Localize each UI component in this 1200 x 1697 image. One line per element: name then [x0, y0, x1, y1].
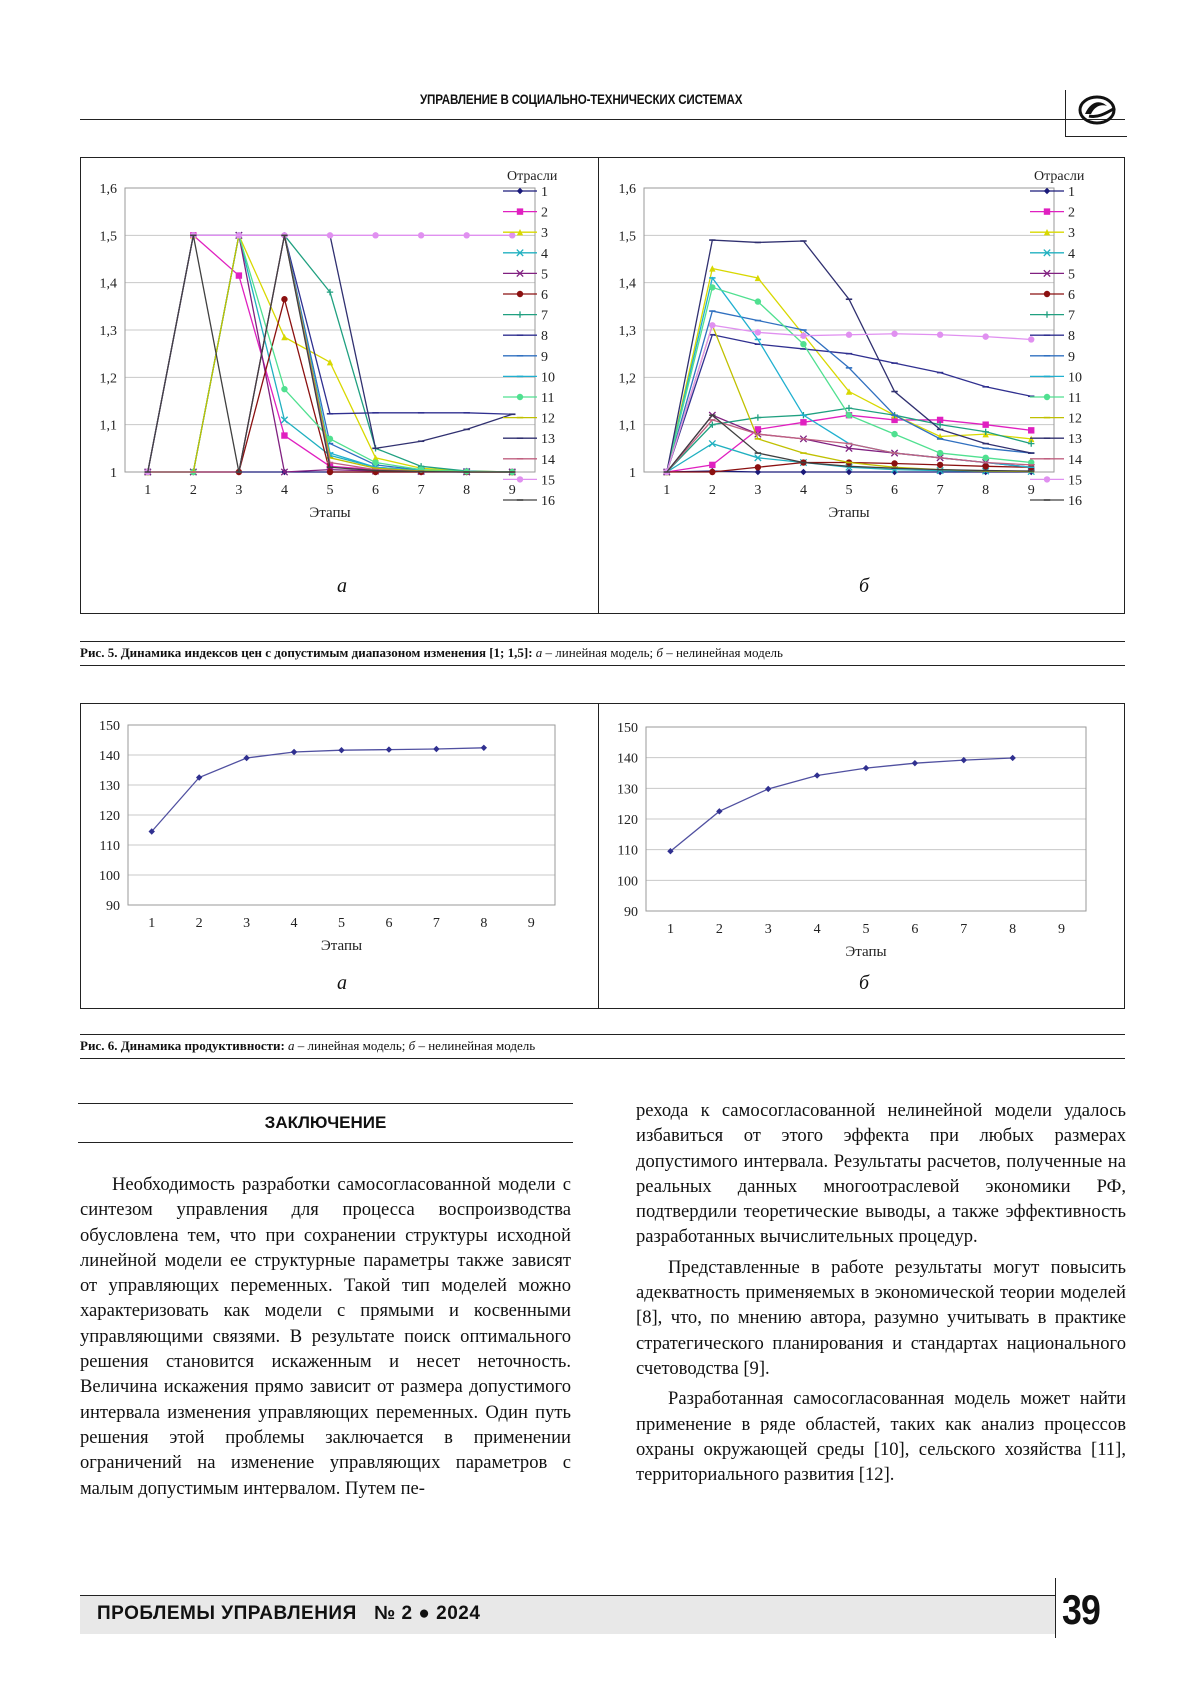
data-point — [800, 469, 806, 475]
legend-item — [503, 206, 548, 221]
legend-label: 6 — [541, 288, 548, 303]
series-line — [152, 748, 484, 832]
legend-item — [1030, 432, 1082, 447]
y-tick-label: 1 — [110, 466, 117, 481]
data-point — [755, 298, 761, 304]
legend-marker — [517, 291, 523, 297]
data-point — [982, 455, 988, 461]
x-tick-label: 8 — [982, 483, 990, 498]
header-rule — [80, 119, 1125, 120]
legend-label: 4 — [1068, 246, 1075, 262]
figure-6-frame — [80, 703, 1125, 1009]
y-tick-label: 90 — [624, 905, 638, 920]
data-point — [281, 432, 287, 438]
data-point — [1028, 427, 1034, 433]
series-12 — [664, 325, 1035, 472]
data-point — [709, 440, 715, 446]
data-point — [709, 284, 715, 290]
x-tick-label: 6 — [385, 916, 393, 931]
figure-5a-chart — [81, 158, 598, 612]
x-tick-label: 8 — [480, 916, 488, 931]
figure-5-caption-a: а — [535, 645, 543, 660]
x-tick-label: 1 — [148, 916, 156, 931]
data-point — [243, 755, 249, 761]
footer-journal — [97, 1603, 480, 1625]
y-tick-label: 110 — [617, 843, 638, 859]
figure-6a-label: а — [337, 972, 347, 994]
x-tick-label: 6 — [372, 483, 380, 498]
data-point — [846, 405, 852, 411]
figure-5b-label: б — [859, 575, 870, 597]
x-axis-label: Этапы — [320, 938, 363, 954]
legend-label: 13 — [541, 432, 555, 448]
data-point — [418, 232, 424, 238]
legend-label: 7 — [1068, 308, 1075, 324]
right-column — [636, 1098, 1126, 1487]
y-tick-label: 150 — [99, 719, 120, 734]
y-tick-label: 1,1 — [618, 418, 636, 434]
series-line — [148, 299, 512, 472]
data-point — [937, 462, 943, 468]
figure-5-divider — [598, 158, 599, 613]
y-tick-label: 110 — [99, 839, 120, 854]
figure-5-caption-a-text: – линейная модель; — [542, 645, 657, 660]
figure-5a-label: а — [337, 575, 347, 597]
x-tick-label: 1 — [663, 483, 671, 498]
header-vertical-rule — [1065, 90, 1066, 136]
data-point — [755, 464, 761, 470]
series-line — [667, 335, 1031, 472]
legend-label: 16 — [541, 494, 555, 509]
journal-logo — [1075, 92, 1119, 128]
legend-title: Отрасли — [507, 169, 558, 184]
legend-item — [503, 309, 548, 324]
data-point — [937, 450, 943, 456]
series-13 — [664, 240, 1035, 472]
y-tick-label: 100 — [99, 869, 120, 884]
legend-item — [1030, 453, 1082, 468]
legend-label: 14 — [1068, 452, 1082, 468]
legend-label: 7 — [541, 308, 548, 324]
legend-label: 9 — [541, 349, 548, 365]
x-tick-label: 7 — [960, 922, 968, 937]
y-tick-label: 1,3 — [618, 324, 636, 339]
x-tick-label: 3 — [235, 483, 243, 498]
data-point — [338, 747, 344, 753]
y-tick-label: 140 — [99, 749, 120, 764]
x-tick-label: 6 — [891, 483, 899, 498]
paragraph: Представленные в работе результаты могут повысить адекватность применяемых в экономической теории моделей [8], что, по мнению автора, разумно учитывать в практике стратегического планирования и стандартах национального счетоводства [9]. — [636, 1256, 1126, 1379]
legend-item — [503, 370, 555, 385]
legend-label: 9 — [1068, 349, 1075, 365]
series-15 — [664, 322, 1035, 475]
series-0 — [667, 755, 1016, 855]
legend-marker — [517, 311, 523, 317]
series-8 — [664, 335, 1035, 472]
y-tick-label: 1,4 — [99, 276, 117, 292]
series-line — [667, 240, 1031, 472]
y-tick-label: 1,6 — [618, 182, 636, 197]
paragraph: рехода к самосогласованной нелинейной модели удалось избавиться от этого эффекта при любых размерах допустимого интервала. Результаты расчетов, полученные на реальных данных многоотраслевой экономики РФ, подтвердили теоретические выводы, а также эффективность разработанных вычислительных процедур. — [636, 1100, 1126, 1248]
y-tick-label: 1,6 — [99, 182, 117, 197]
y-tick-label: 90 — [106, 899, 120, 914]
y-tick-label: 1,5 — [99, 229, 117, 245]
figure-6a-chart — [81, 704, 598, 1007]
data-point — [509, 232, 515, 238]
data-point — [982, 463, 988, 469]
x-axis-label: Этапы — [828, 505, 870, 521]
legend-item — [503, 350, 548, 365]
figure-6-caption — [80, 1034, 1125, 1059]
figure-6-divider — [598, 704, 599, 1008]
y-tick-label: 1,2 — [618, 371, 636, 387]
data-point — [291, 749, 297, 755]
data-point — [800, 332, 806, 338]
legend-marker — [1044, 476, 1050, 482]
x-tick-label: 5 — [326, 483, 334, 498]
x-tick-label: 8 — [463, 483, 471, 498]
legend-item — [503, 267, 548, 282]
y-tick-label: 130 — [617, 782, 638, 798]
legend-label: 1 — [541, 185, 548, 200]
figure-5-caption — [80, 641, 1125, 666]
data-point — [891, 431, 897, 437]
x-tick-label: 2 — [195, 916, 203, 931]
x-tick-label: 7 — [936, 483, 944, 498]
legend-label: 10 — [1068, 370, 1082, 386]
data-point — [709, 322, 715, 328]
x-tick-label: 7 — [417, 483, 425, 498]
data-point — [937, 332, 943, 338]
data-point — [327, 436, 333, 442]
figure-6-caption-a: а — [288, 1038, 295, 1053]
legend-label: 4 — [541, 246, 548, 262]
legend-label: 16 — [1068, 494, 1082, 509]
data-point — [814, 772, 820, 778]
legend-marker — [1044, 208, 1050, 214]
data-point — [982, 333, 988, 339]
legend-marker — [1044, 311, 1050, 317]
page-number: 39 — [1062, 1586, 1101, 1633]
y-tick-label: 100 — [617, 874, 638, 890]
legend-label: 13 — [1068, 432, 1082, 448]
data-point — [327, 469, 333, 475]
legend-marker — [517, 208, 523, 214]
data-point — [481, 745, 487, 751]
x-tick-label: 5 — [862, 922, 870, 937]
legend-item — [1030, 350, 1075, 365]
data-point — [281, 334, 287, 340]
legend-item — [503, 391, 554, 406]
data-point — [755, 329, 761, 335]
x-tick-label: 4 — [799, 483, 807, 498]
x-tick-label: 1 — [666, 922, 674, 937]
header-corner-rule — [1065, 136, 1127, 137]
legend-marker — [1044, 291, 1050, 297]
data-point — [765, 786, 771, 792]
y-tick-label: 1,1 — [99, 418, 117, 434]
figure-5-caption-title: Рис. 5. Динамика индексов цен с допустимым диапазоном изменения [1; 1,5]: — [80, 645, 533, 660]
y-tick-label: 1,2 — [99, 371, 117, 387]
x-tick-label: 3 — [754, 483, 762, 498]
data-point — [982, 421, 988, 427]
x-tick-label: 2 — [715, 922, 723, 937]
x-tick-label: 4 — [280, 483, 288, 498]
legend-item — [1030, 247, 1075, 262]
x-tick-label: 9 — [1058, 922, 1066, 937]
data-point — [236, 232, 242, 238]
footer-journal-name: ПРОБЛЕМЫ УПРАВЛЕНИЯ — [97, 1603, 357, 1624]
x-tick-label: 5 — [845, 483, 853, 498]
section-heading: ЗАКЛЮЧЕНИЕ — [78, 1103, 573, 1143]
legend-label: 12 — [541, 411, 555, 427]
data-point — [912, 760, 918, 766]
legend-item — [503, 453, 555, 468]
data-point — [891, 331, 897, 337]
legend-item — [503, 247, 548, 262]
legend-item — [1030, 206, 1075, 221]
x-tick-label: 5 — [338, 916, 345, 931]
data-point — [236, 272, 242, 278]
legend-label: 15 — [541, 473, 555, 489]
data-point — [433, 746, 439, 752]
legend-label: 12 — [1068, 411, 1082, 427]
legend-label: 8 — [1068, 329, 1075, 345]
legend-item — [1030, 391, 1081, 406]
y-tick-label: 1 — [629, 466, 636, 481]
legend-item — [1030, 370, 1082, 385]
x-tick-label: 9 — [1027, 483, 1035, 498]
legend-item — [1030, 267, 1075, 282]
x-tick-label: 3 — [243, 916, 251, 931]
legend-label: 6 — [1068, 288, 1075, 303]
y-tick-label: 1,3 — [99, 324, 117, 339]
legend-item — [1030, 185, 1075, 200]
series-line — [667, 325, 1031, 472]
figure-6-caption-b-text: – нелинейная модель — [415, 1038, 536, 1053]
data-point — [846, 412, 852, 418]
x-tick-label: 9 — [508, 483, 516, 498]
x-tick-label: 9 — [527, 916, 535, 931]
x-tick-label: 6 — [911, 922, 919, 937]
data-point — [327, 232, 333, 238]
y-tick-label: 120 — [99, 809, 120, 824]
legend-label: 14 — [541, 452, 555, 468]
figure-6-caption-a-text: – линейная модель; — [294, 1038, 409, 1053]
legend-label: 1 — [1068, 185, 1075, 200]
series-0 — [149, 745, 488, 835]
legend-item — [1030, 494, 1082, 509]
legend-item — [503, 432, 555, 447]
x-axis-label: Этапы — [845, 944, 887, 960]
x-tick-label: 3 — [764, 922, 772, 937]
data-point — [372, 232, 378, 238]
legend-marker — [517, 188, 523, 194]
data-point — [709, 462, 715, 468]
y-tick-label: 130 — [99, 779, 120, 794]
paragraph: Разработанная самосогласованная модель может найти применение в ряде областей, таких как анализ процессов охраны окружающей среды [10], сельского хозяйства [11], территориального развития [12]. — [636, 1388, 1126, 1486]
x-tick-label: 4 — [290, 916, 298, 931]
data-point — [1028, 336, 1034, 342]
legend-marker — [517, 476, 523, 482]
y-tick-label: 150 — [617, 721, 638, 736]
legend-label: 8 — [541, 329, 548, 345]
x-tick-label: 2 — [189, 483, 197, 498]
data-point — [863, 765, 869, 771]
data-point — [281, 386, 287, 392]
data-point — [891, 460, 897, 466]
data-point — [372, 459, 378, 465]
legend-label: 2 — [541, 205, 548, 221]
legend-label: 11 — [541, 391, 555, 406]
legend-label: 11 — [1068, 391, 1082, 406]
x-tick-label: 2 — [708, 483, 716, 498]
data-point — [846, 332, 852, 338]
legend-item — [1030, 309, 1075, 324]
data-point — [755, 414, 761, 420]
y-tick-label: 1,5 — [618, 229, 636, 245]
figure-6-caption-title: Рис. 6. Динамика продуктивности: — [80, 1038, 285, 1053]
y-tick-label: 140 — [617, 751, 638, 767]
x-axis-label: Этапы — [309, 505, 351, 521]
y-tick-label: 1,4 — [618, 276, 636, 292]
data-point — [386, 746, 392, 752]
figure-5-caption-b: б — [656, 645, 663, 660]
running-header: УПРАВЛЕНИЕ В СОЦИАЛЬНО-ТЕХНИЧЕСКИХ СИСТЕМАХ — [420, 92, 743, 107]
data-point — [800, 419, 806, 425]
legend-label: 10 — [541, 370, 555, 386]
figure-5-frame — [80, 157, 1125, 614]
legend-label: 5 — [1068, 267, 1075, 283]
legend-item — [1030, 473, 1082, 488]
footer-issue: № 2 ● 2024 — [374, 1603, 481, 1624]
legend-title: Отрасли — [1034, 169, 1085, 184]
x-tick-label: 8 — [1009, 922, 1017, 937]
figure-5-caption-b-text: – нелинейная модель — [662, 645, 783, 660]
legend-label: 15 — [1068, 473, 1082, 489]
legend-item — [1030, 329, 1075, 344]
legend-item — [1030, 226, 1075, 241]
footer-vertical-rule — [1055, 1578, 1056, 1638]
legend-item — [503, 329, 548, 344]
figure-6b-chart — [600, 704, 1124, 1007]
x-tick-label: 1 — [144, 483, 152, 498]
x-tick-label: 7 — [432, 916, 440, 931]
legend-item — [1030, 288, 1075, 303]
footer-rule — [80, 1595, 1055, 1596]
legend-marker — [1044, 394, 1050, 400]
data-point — [463, 232, 469, 238]
legend-marker — [1044, 188, 1050, 194]
series-6 — [145, 296, 516, 475]
paragraph: Необходимость разработки самосогласованной модели с синтезом управления для процесса воспроизводства обусловлена тем, что при сохранении структуры исходной линейной модели ее структурные параметры также зависят от управляющих переменных. Такой тип моделей можно характеризовать как модели с прямыми и косвенными управляющими связями. В результате поиск оптимального решения становится искаженным и несет неточность. Величина искажения прямо зависит от размера допустимого интервала изменения управляющих переменных. Один путь решения этой проблемы заключается в применении ограничений на изменение управляющих параметров с малым допустимым интервалом. Путем пе- — [80, 1174, 571, 1499]
legend-label: 5 — [541, 267, 548, 283]
data-point — [281, 296, 287, 302]
y-tick-label: 120 — [617, 813, 638, 828]
legend-label: 2 — [1068, 205, 1075, 221]
data-point — [327, 359, 333, 365]
figure-6-caption-b: б — [408, 1038, 416, 1053]
figure-5b-chart — [600, 158, 1124, 612]
data-point — [982, 469, 988, 475]
data-point — [1009, 755, 1015, 761]
legend-marker — [517, 394, 523, 400]
figure-6b-label: б — [859, 972, 870, 994]
legend-label: 3 — [1068, 226, 1075, 242]
data-point — [709, 469, 715, 475]
x-tick-label: 4 — [813, 922, 821, 937]
data-point — [800, 341, 806, 347]
series-line — [670, 758, 1012, 851]
legend-label: 3 — [541, 226, 548, 242]
legend-item — [503, 185, 548, 200]
left-column — [80, 1172, 571, 1501]
legend-item — [503, 288, 548, 303]
